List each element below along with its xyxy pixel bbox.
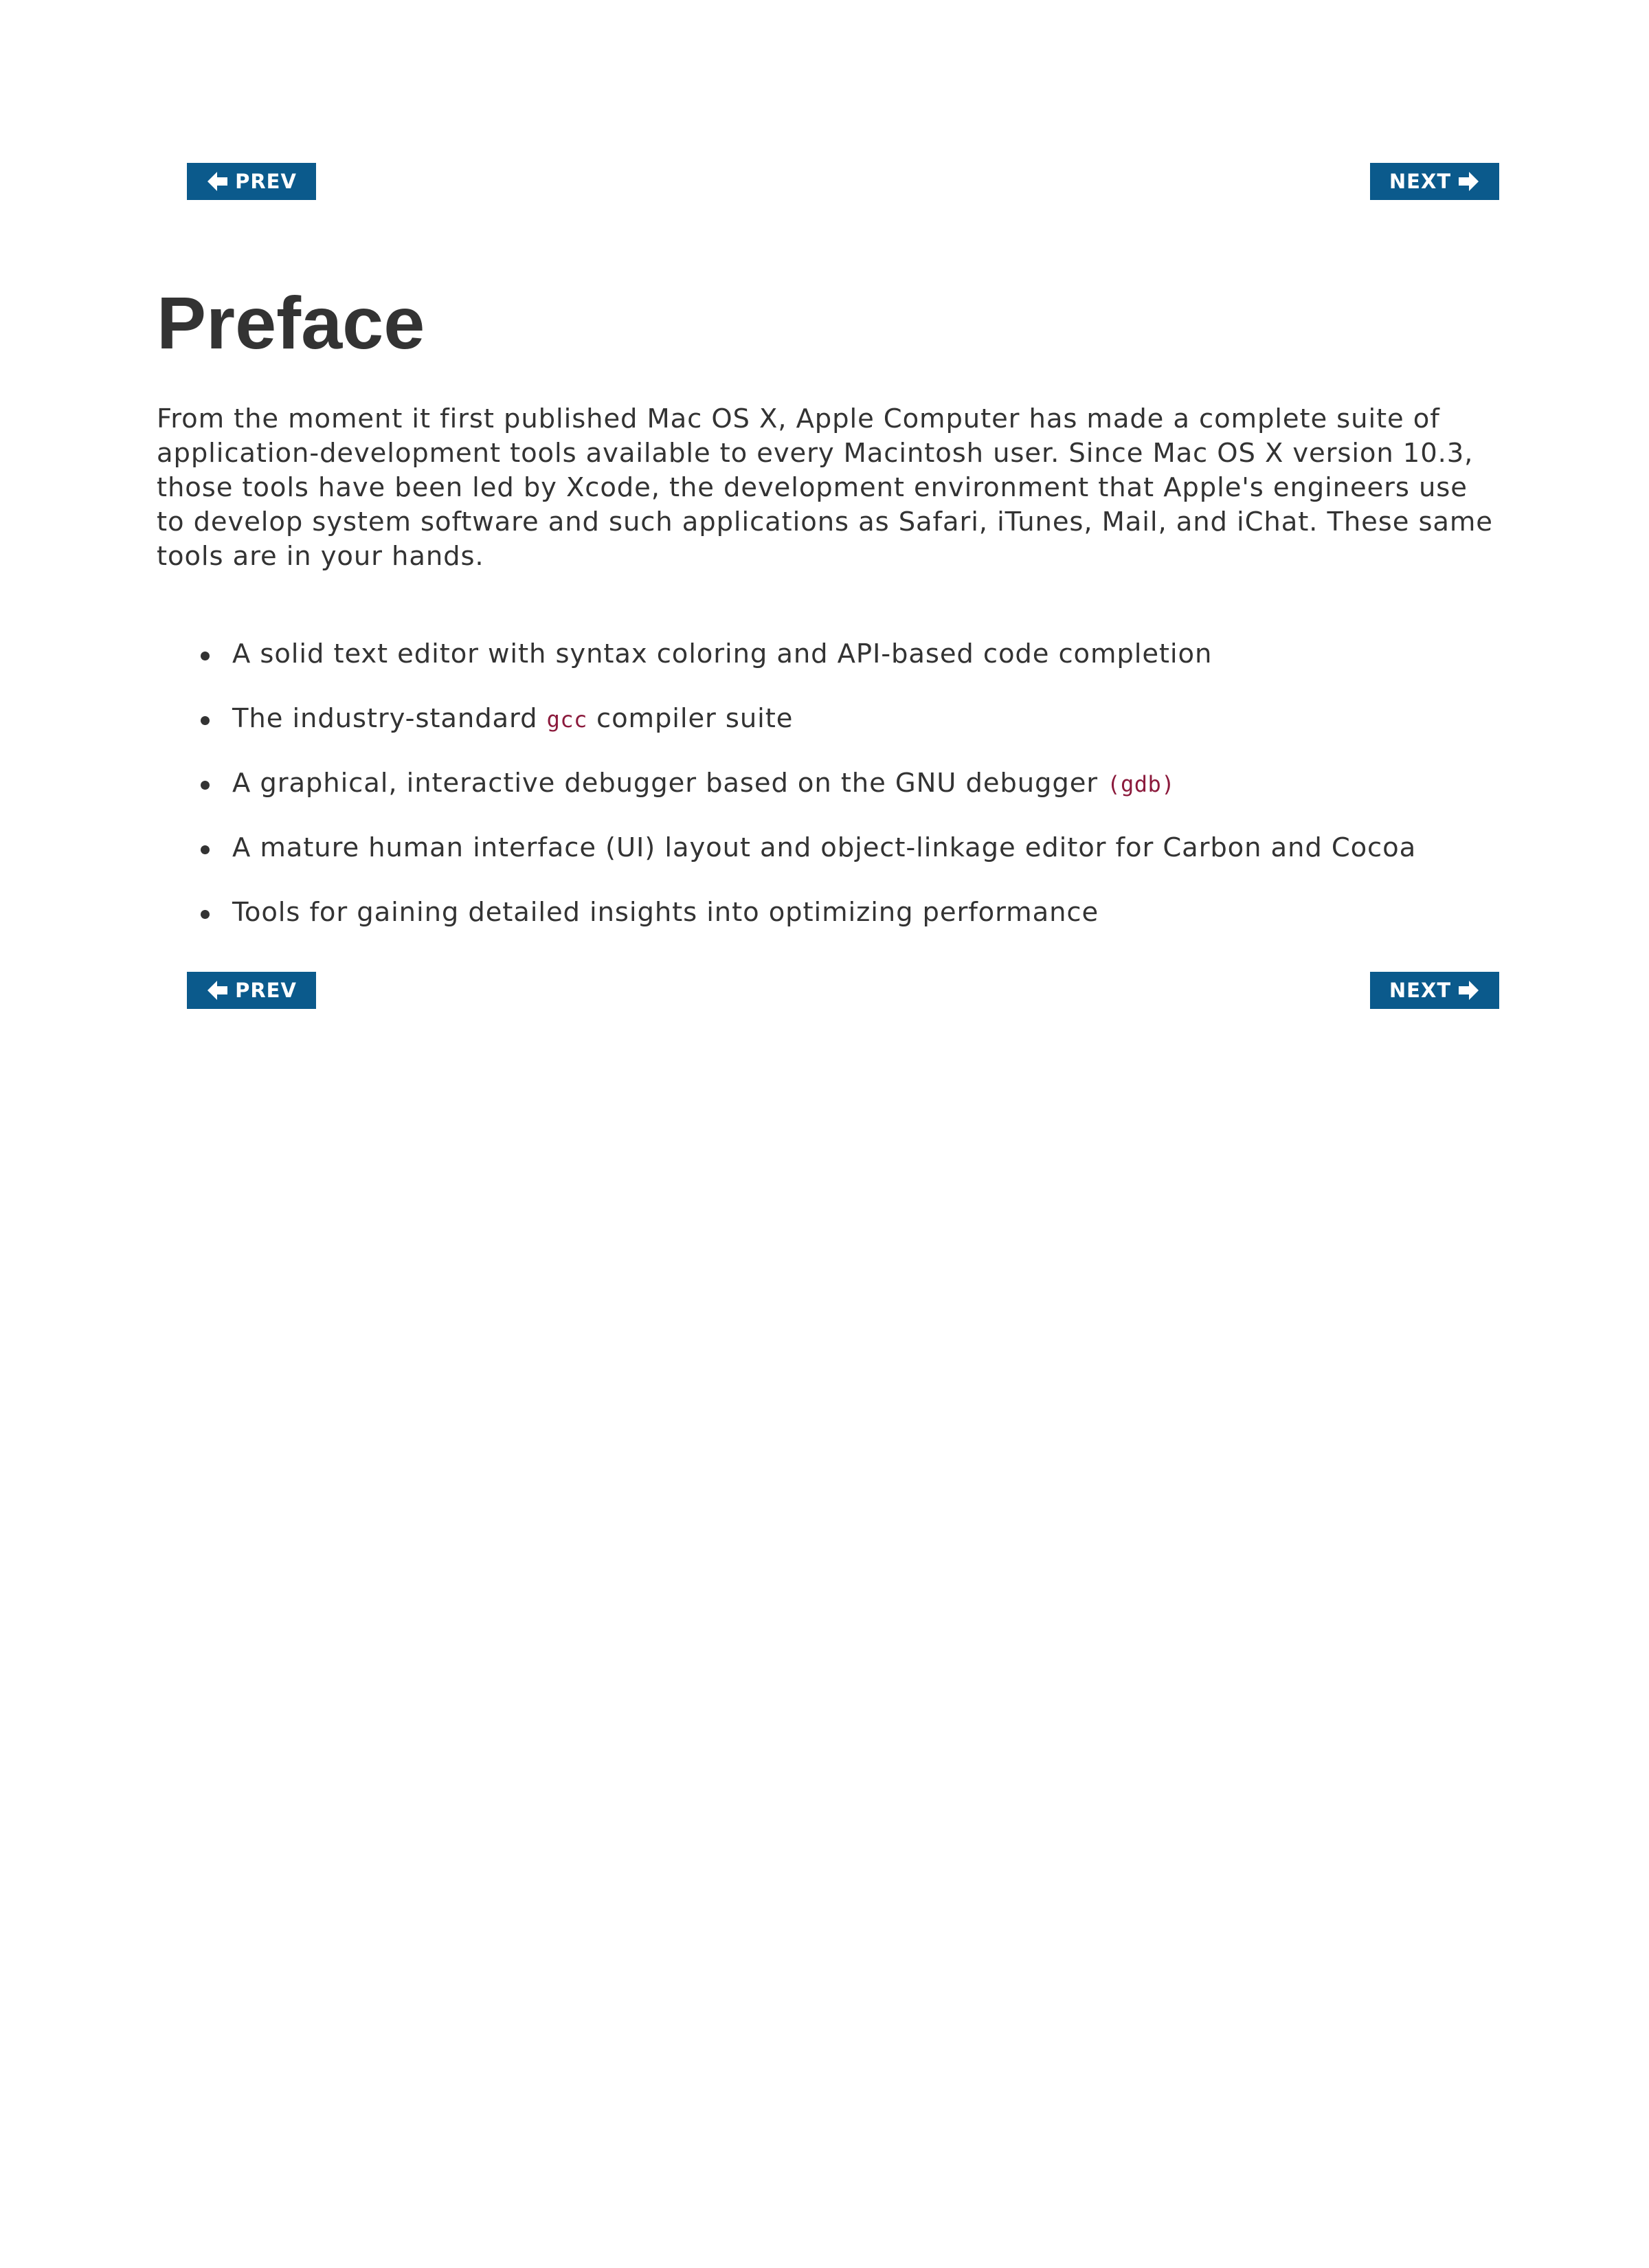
next-button[interactable]	[1370, 163, 1499, 200]
list-item	[157, 892, 1496, 957]
arrow-right-icon	[1457, 170, 1480, 193]
arrow-left-icon	[206, 170, 229, 193]
prev-button-bottom[interactable]	[187, 972, 316, 1009]
feature-text: Tools for gaining detailed insights into optimizing performance	[232, 897, 1099, 928]
feature-text-before: A graphical, interactive debugger based on the GNU debugger	[232, 768, 1108, 799]
feature-list	[157, 634, 1496, 957]
feature-text: A solid text editor with syntax coloring and API-based code completion	[232, 638, 1213, 669]
top-navigation	[187, 163, 1499, 200]
page-title: Preface	[157, 281, 425, 364]
arrow-left-icon	[206, 979, 229, 1002]
prev-button[interactable]	[187, 163, 316, 200]
next-label: NEXT	[1389, 170, 1452, 193]
intro-paragraph: From the moment it first published Mac OS X, Apple Computer has made a complete suite of application-development tools available to every Macintosh user. Since Mac OS X version 10.3, those tools have been led by Xcode, the development environment that Apple's engineers use to develop system software and such applications as Safari, iTunes, Mail, and iChat. These same tools are in your hands.	[157, 403, 1493, 572]
feature-text-before: The industry-standard	[232, 703, 547, 734]
list-item	[157, 827, 1496, 892]
feature-text: A mature human interface (UI) layout and object-linkage editor for Carbon and Cocoa	[232, 832, 1417, 863]
code-gcc: gcc	[546, 707, 587, 733]
code-gdb: (gdb)	[1107, 771, 1176, 797]
list-item	[157, 763, 1496, 827]
next-label: NEXT	[1389, 979, 1452, 1002]
list-item	[157, 634, 1496, 698]
next-button-bottom[interactable]	[1370, 972, 1499, 1009]
bottom-navigation	[187, 972, 1499, 1009]
feature-text-after: compiler suite	[587, 703, 794, 734]
arrow-right-icon	[1457, 979, 1480, 1002]
list-item	[157, 698, 1496, 763]
prev-label: PREV	[235, 979, 297, 1002]
prev-label: PREV	[235, 170, 297, 193]
